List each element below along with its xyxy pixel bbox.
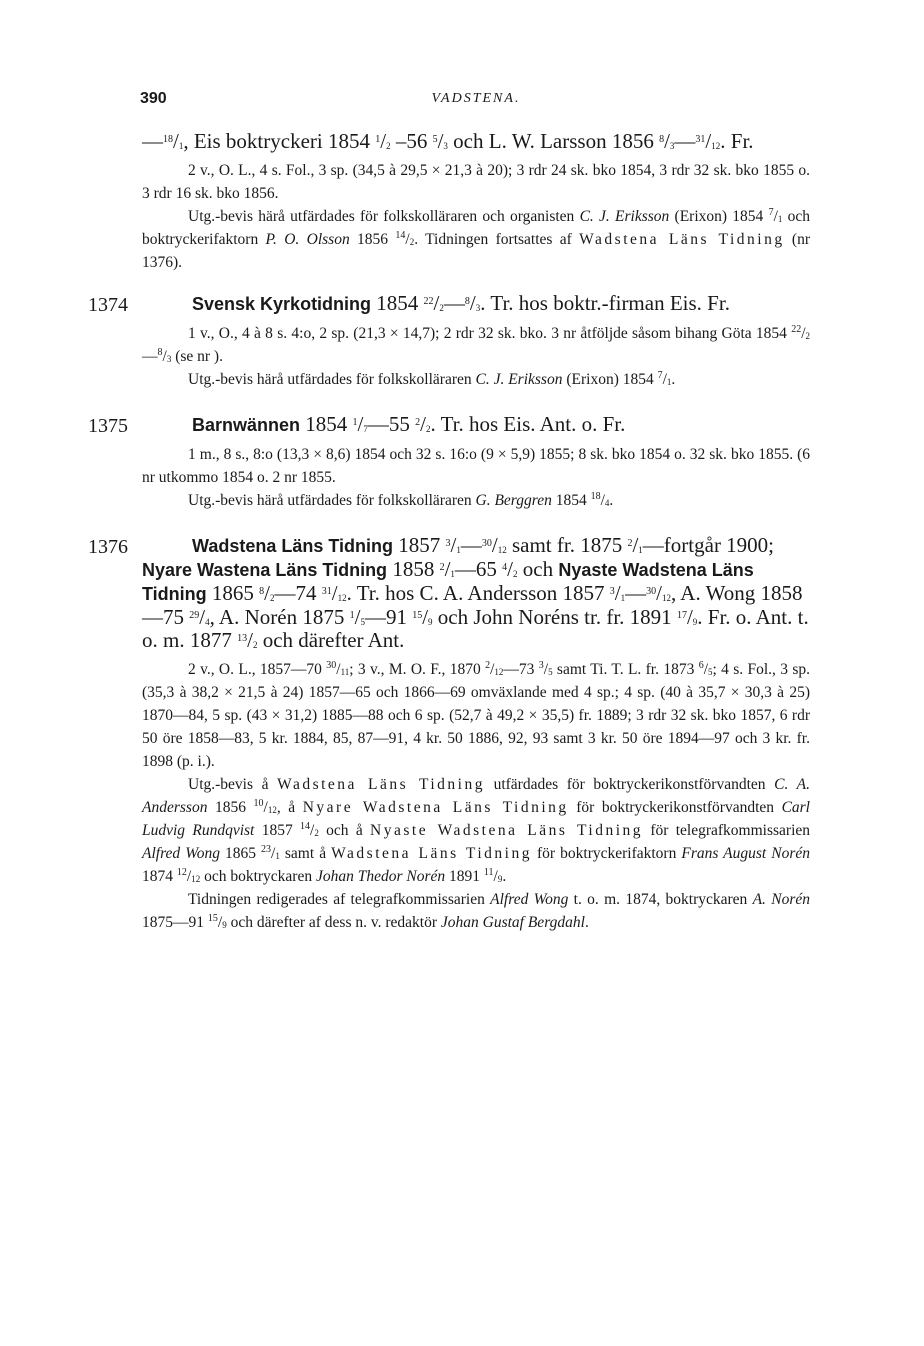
entry-note: Utg.-bevis härå utfärdades för folkskolläraren och organisten C. J. Eriksson (Erixon) 1854 $^7/_1$ och boktryckerifaktorn P. O. Olsson 1856 $^{14}/_2$. Tidningen fortsattes af Wadstena Läns Tidning (nr 1376).: [142, 207, 811, 271]
entry-format: 1 m., 8 s., 8:o (13,3 × 8,6) 1854 och 32 s. 16:o (9 × 5,9) 1855; 8 sk. bko 1854 o. 32 sk. bko 1855. (6 nr utkommo 1854 o. 2 nr 1855.: [142, 446, 810, 486]
entry-number: 1376: [88, 536, 128, 558]
entry-number: 1374: [88, 294, 128, 316]
page: [88, 90, 811, 934]
entry-note: Utg.-bevis härå utfärdades för folkskolläraren C. J. Eriksson (Erixon) 1854 $^7/_1$.: [188, 370, 676, 388]
entry-1375: [88, 412, 810, 512]
entry-note: Utg.-bevis härå utfärdades för folkskolläraren G. Berggren 1854 $^{18}/_4$.: [188, 491, 614, 509]
newspaper-name: Svensk Kyrkotidning: [192, 294, 372, 314]
entry-title: $—^{18}/_1$, Eis boktryckeri 1854 $^1/_2$ –56 $^5/_3$ och L. W. Larsson 1856 $^8/_3—^{31}/_{12}$. Fr.: [142, 129, 754, 153]
entry-format: 2 v., O. L., 1857—70 $^{30}/_{11}$; 3 v., M. O. F., 1870 $^2/_{12}—73$ $^3/_5$ samt Ti. T. L. fr. 1873 $^6/_5$; 4 s. Fol., 3 sp. (35,3 à 38,2 × 21,5 à 24) 1857—65 och 1866—69 omväxlande med 4 sp.; 4 sp. (40 à 35,7 × 30,3 à 25) 1870—84, 5 sp. (43 × 31,2) 1885—88 och 6 sp. (52,7 à 49,2 × 35,5) fr. 1889; 3 rdr 32 sk. bko 1857, 6 rdr 50 öre 1858—83, 5 kr. 1884, 85, 87—91, 4 kr. 50 1886, 92, 93 samt 3 kr. 50 öre 1894—97 och 3 kr. fr. 1898 (p. i.).: [142, 660, 811, 770]
entry-title: Wadstena Läns Tidning 1857 $^3/_1—^{30}/_{12}$ samt fr. 1875 $^2/_1—fortgår$ 1900; Nyare Wastena Läns Tidning 1858 $^2/_1—65$ $^4/_2$ och Nyaste Wadstena Läns Tidning 1865 $^8/_2—74$ $^{31}/_{12}$. Tr. hos C. A. Andersson 1857 $^3/_1—^{30}/_{12}$, A. Wong 1858—75 $^{29}/_4$, A. Norén 1875 $^1/_5—91$ $^{15}/_9$ och John Noréns tr. fr. 1891 $^{17}/_9$. Fr. o. Ant. t. o. m. 1877 $^{13}/_2$ och därefter Ant.: [142, 533, 809, 652]
entry-format: 2 v., O. L., 4 s. Fol., 3 sp. (34,5 à 29,5 × 21,3 à 20); 3 rdr 24 sk. bko 1854, 3 rdr 32 sk. bko 1855 o. 3 rdr 16 sk. bko 1856.: [142, 162, 810, 202]
entry-format: 1 v., O., 4 à 8 s. 4:o, 2 sp. (21,3 × 14,7); 2 rdr 32 sk. bko. 3 nr åtföljde såsom bihang Göta 1854 $^{22}/_2—^8/_3$ (se nr ).: [142, 324, 810, 365]
newspaper-name: Barnwännen: [192, 415, 301, 435]
entry-number: 1375: [88, 415, 128, 437]
entry-1376: [88, 533, 811, 934]
entry-1374: [88, 291, 810, 391]
running-head: VADSTENA.: [431, 91, 521, 106]
entry-note2: Tidningen redigerades af telegrafkommissarien Alfred Wong t. o. m. 1874, boktryckaren A. Norén 1875—91 $^{15}/_9$ och därefter af dess n. v. redaktör Johan Gustaf Bergdahl.: [142, 891, 810, 931]
entry-title: Barnwännen 1854 $^1/_7—55$ $^2/_2$. Tr. hos Eis. Ant. o. Fr.: [192, 412, 626, 436]
entry-title: Svensk Kyrkotidning 1854 $^{22}/_2—^8/_3$. Tr. hos boktr.-firman Eis. Fr.: [192, 291, 730, 315]
page-header: [142, 90, 810, 116]
entry-note: Utg.-bevis å Wadstena Läns Tidning utfärdades för boktryckerikonstförvandten C. A. Andersson 1856 $^{10}/_{12}$, å Nyare Wadstena Läns Tidning för boktryckerikonstförvandten Carl Ludvig Rundqvist 1857 $^{14}/_2$ och å Nyaste Wadstena Läns Tidning för telegrafkommissarien Alfred Wong 1865 $^{23}/_1$ samt å Wadstena Läns Tidning för boktryckerifaktorn Frans August Norén 1874 $^{12}/_{12}$ och boktryckaren Johan Thedor Norén 1891 $^{11}/_9$.: [142, 776, 811, 885]
page-number: 390: [140, 90, 167, 107]
entry-intro: [142, 130, 810, 274]
newspaper-name: Wadstena Läns Tidning: [192, 536, 394, 556]
